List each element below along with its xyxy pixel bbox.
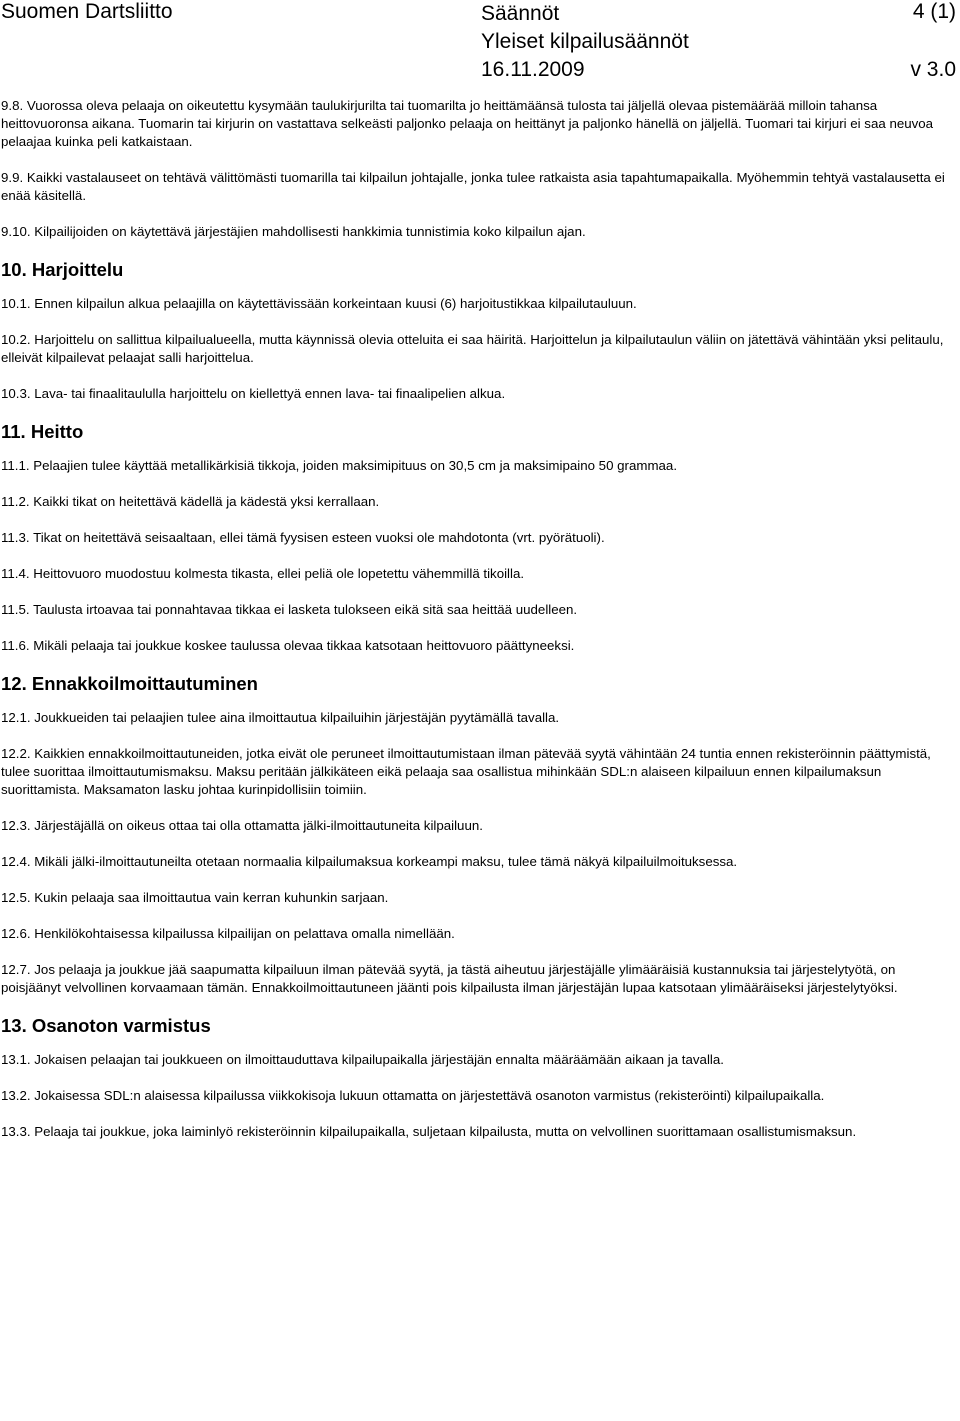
rule-text: Kaikki vastalauseet on tehtävä välittömästi tuomarilla tai kilpailun johtajalle, jonka tulee ratkaista asia tapahtumapaikalla. Myöhemmin tehtyä vastalausetta ei enää käsitellä. [1, 170, 945, 203]
rule-paragraph [1, 637, 956, 655]
rule-text: Jos pelaaja ja joukkue jää saapumatta kilpailuun ilman pätevää syytä, ja tästä aiheutuu järjestäjälle ylimääräisiä kustannuksia tai järjestelytyötä, on poisjäänyt velvollinen korvaamaan tämän. Ennakkoilmoittautuneen jäänti pois kilpailusta ilman järjestäjän lupaa katsotaan ylimääräiseksi järjestelytyöksi. [1, 962, 898, 995]
rule-text: Pelaaja tai joukkue, joka laiminlyö rekisteröinnin kilpailupaikalla, suljetaan kilpailusta, mutta on velvollinen suorittamaan osallistumismaksun. [34, 1124, 857, 1139]
rule-number: 13.2. [1, 1088, 31, 1103]
organization-name: Suomen Dartsliitto [1, 0, 173, 23]
rule-text: Pelaajien tulee käyttää metallikärkisiä tikkoja, joiden maksimipituus on 30,5 cm ja maksimipaino 50 grammaa. [33, 458, 678, 473]
rule-paragraph [1, 1087, 956, 1105]
page-number: 4 (1) [912, 0, 956, 23]
rule-number: 12.6. [1, 926, 31, 941]
rule-paragraph [1, 385, 956, 403]
document-title: Säännöt [481, 2, 560, 25]
rule-number: 11.4. [1, 566, 30, 581]
rule-text: Ennen kilpailun alkua pelaajilla on käytettävissään korkeintaan kuusi (6) harjoitustikkaa kilpailutauluun. [34, 296, 637, 311]
rule-number: 13.1. [1, 1052, 31, 1067]
rule-text: Heittovuoro muodostuu kolmesta tikasta, ellei peliä ole lopetettu vähemmillä tikoilla. [33, 566, 525, 581]
rule-number: 12.5. [1, 890, 31, 905]
rule-number: 12.3. [1, 818, 31, 833]
rule-text: Henkilökohtaisessa kilpailussa kilpailijan on pelattava omalla nimellään. [34, 926, 455, 941]
rule-number: 12.1. [1, 710, 31, 725]
header-center [481, 0, 689, 84]
rule-number: 9.8. [1, 98, 24, 113]
section-heading: 13. Osanoton varmistus [1, 1015, 211, 1036]
section-heading: 11. Heitto [1, 421, 84, 442]
rule-text: Mikäli pelaaja tai joukkue koskee taulussa olevaa tikkaa katsotaan heittovuoro päättyneeksi. [33, 638, 575, 653]
rule-paragraph [1, 493, 956, 511]
rule-paragraph [1, 565, 956, 583]
document-version: v 3.0 [910, 58, 956, 81]
rule-number: 13.3. [1, 1124, 31, 1139]
rule-number: 12.2. [1, 746, 31, 761]
rule-text: Mikäli jälki-ilmoittautuneilta otetaan normaalia kilpailumaksua korkeampi maksu, tulee tämä näkyä kilpailuilmoituksessa. [34, 854, 738, 869]
rule-text: Harjoittelu on sallittua kilpailualueella, mutta käynnissä olevia otteluita ei saa häiritä. Harjoittelun ja kilpailutaulun väliin on jätettävä vähintään yksi pelitaulu, elleivät kilpailevat pelaajat salli harjoittelua. [1, 332, 944, 365]
rule-text: Jokaisen pelaajan tai joukkueen on ilmoittauduttava kilpailupaikalla järjestäjän ennalta määräämään aikaan ja tavalla. [34, 1052, 724, 1067]
rule-paragraph [1, 529, 956, 547]
rule-paragraph [1, 745, 956, 799]
rule-text: Kaikki tikat on heitettävä kädellä ja kädestä yksi kerrallaan. [33, 494, 380, 509]
rule-paragraph [1, 961, 956, 997]
rule-text: Kaikkien ennakkoilmoittautuneiden, jotka eivät ole peruneet ilmoittautumistaan ilman pätevää syytä vähintään 24 tuntia ennen rekisteröinnin päättymistä, tulee suorittaa ilmoittautumismaksu. Maksu peritään jälkikäteen eikä pelaaja saa osallistua mihinkään SDL:n alaiseen kilpailuun ennen kilpailumaksun suorittamista. Maksamaton lasku johtaa kurinpidollisiin toimiin. [1, 746, 931, 797]
rule-text: Kukin pelaaja saa ilmoittautua vain kerran kuhunkin sarjaan. [34, 890, 389, 905]
page-header [0, 0, 960, 80]
rule-text: Tikat on heitettävä seisaaltaan, ellei tämä fyysisen esteen vuoksi ole mahdotonta (vrt. pyörätuoli). [33, 530, 605, 545]
rule-number: 12.7. [1, 962, 31, 977]
rule-number: 11.5. [1, 602, 30, 617]
rule-number: 9.10. [1, 224, 31, 239]
rule-number: 10.2. [1, 332, 31, 347]
document-subtitle: Yleiset kilpailusäännöt [481, 30, 689, 53]
rule-paragraph [1, 169, 956, 205]
rule-paragraph [1, 1123, 956, 1141]
rule-number: 10.3. [1, 386, 31, 401]
rule-paragraph [1, 1051, 956, 1069]
rule-paragraph [1, 925, 956, 943]
rule-text: Lava- tai finaalitaululla harjoittelu on kiellettyä ennen lava- tai finaalipelien alkua. [34, 386, 506, 401]
rule-paragraph [1, 223, 956, 241]
rule-paragraph [1, 97, 956, 151]
rule-paragraph [1, 295, 956, 313]
rule-text: Joukkueiden tai pelaajien tulee aina ilmoittautua kilpailuihin järjestäjän pyytämällä tavalla. [34, 710, 560, 725]
section-heading: 10. Harjoittelu [1, 259, 124, 280]
rule-paragraph [1, 331, 956, 367]
rule-paragraph [1, 709, 956, 727]
rule-paragraph [1, 817, 956, 835]
rule-number: 11.1. [1, 458, 30, 473]
rule-text: Vuorossa oleva pelaaja on oikeutettu kysymään taulukirjurilta tai tuomarilta jo heittämäänsä tulosta tai jäljellä olevaa pistemäärää milloin tahansa heittovuoronsa aikana. Tuomarin tai kirjurin on vastattava selkeästi paljonko pelaaja on heittänyt ja paljonko hänellä on jäljellä. Tuomari tai kirjuri ei saa neuvoa pelaajaa kuinka peli katkaistaan. [1, 98, 934, 149]
rule-number: 12.4. [1, 854, 31, 869]
rule-number: 10.1. [1, 296, 31, 311]
document-date: 16.11.2009 [481, 58, 585, 81]
rule-paragraph [1, 601, 956, 619]
rule-text: Taulusta irtoavaa tai ponnahtavaa tikkaa ei lasketa tulokseen eikä sitä saa heittää uudelleen. [33, 602, 578, 617]
rule-number: 9.9. [1, 170, 24, 185]
rules-content [1, 97, 956, 1159]
rule-number: 11.6. [1, 638, 30, 653]
rule-text: Jokaisessa SDL:n alaisessa kilpailussa viikkokisoja lukuun ottamatta on järjestettävä osanoton varmistus (rekisteröinti) kilpailupaikalla. [34, 1088, 825, 1103]
rule-number: 11.2. [1, 494, 30, 509]
rule-paragraph [1, 853, 956, 871]
rule-text: Järjestäjällä on oikeus ottaa tai olla ottamatta jälki-ilmoittautuneita kilpailuun. [34, 818, 483, 833]
rule-paragraph [1, 457, 956, 475]
rule-paragraph [1, 889, 956, 907]
rule-text: Kilpailijoiden on käytettävä järjestäjien mahdollisesti hankkimia tunnistimia koko kilpailun ajan. [34, 224, 586, 239]
rule-number: 11.3. [1, 530, 30, 545]
section-heading: 12. Ennakkoilmoittautuminen [1, 673, 258, 694]
